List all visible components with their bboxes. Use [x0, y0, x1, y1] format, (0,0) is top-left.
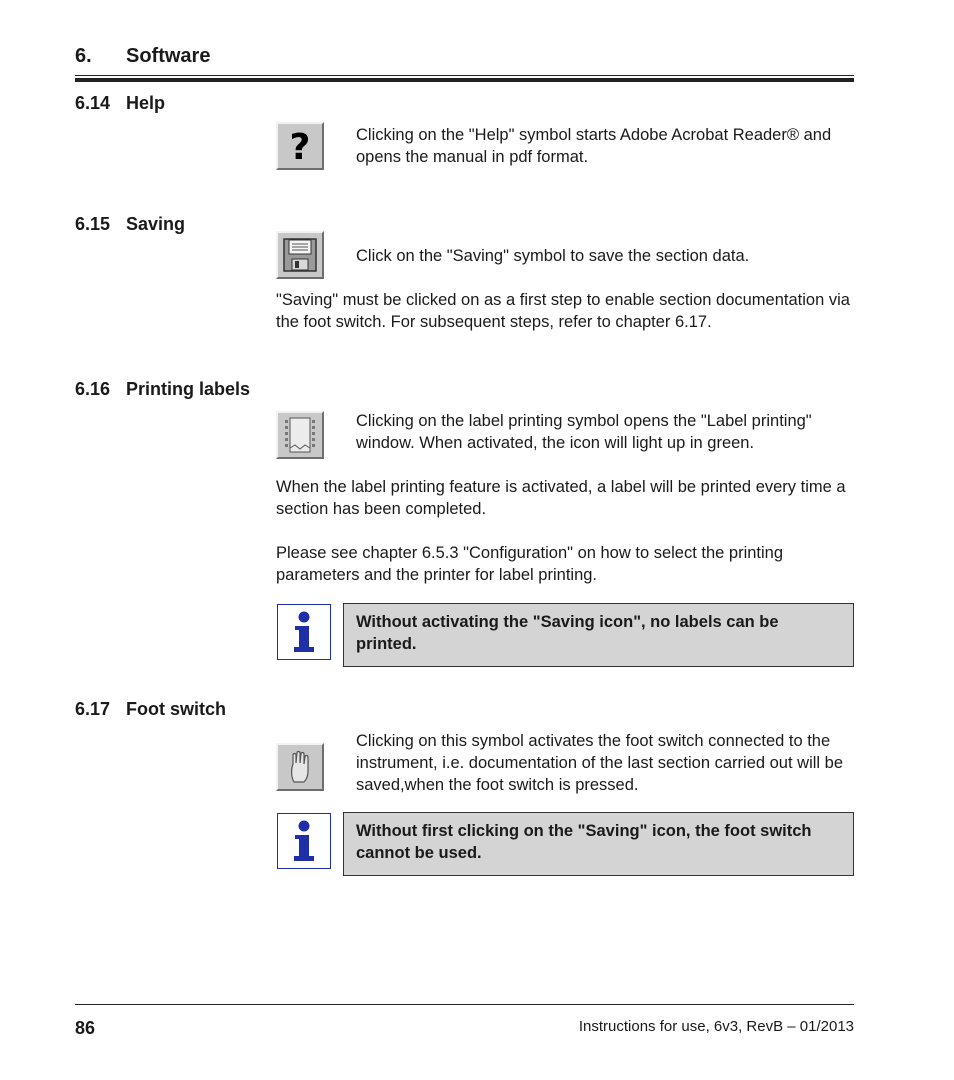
saving-description: Click on the "Saving" symbol to save the section data. [356, 247, 750, 265]
section-title-help: Help [126, 93, 166, 113]
printing-description: Clicking on the label printing symbol opens the "Label printing" window. When activated, the icon will light up in green. [356, 412, 812, 452]
page-number: 86 [75, 1018, 96, 1038]
footer-rule [75, 1004, 854, 1005]
label-print-button[interactable] [276, 411, 324, 459]
info-icon [277, 813, 331, 869]
note-box-saving-required [343, 603, 854, 667]
section-number-footswitch: 6.17 [75, 699, 111, 719]
section-number-help: 6.14 [75, 93, 111, 113]
foot-switch-button[interactable] [276, 743, 324, 791]
section-title-footswitch: Foot switch [126, 699, 226, 719]
note-box-footswitch [343, 812, 854, 876]
help-description: Clicking on the "Help" symbol starts Adobe Acrobat Reader® and opens the manual in pdf format. [356, 126, 832, 166]
svg-text:?: ? [289, 127, 311, 166]
note-text: Without first clicking on the "Saving" icon, the foot switch cannot be used. [356, 822, 812, 862]
foot-switch-icon [281, 747, 319, 787]
section-title-saving: Saving [126, 214, 186, 234]
help-button[interactable] [276, 122, 324, 170]
save-button[interactable] [276, 231, 324, 279]
document-reference: Instructions for use, 6v3, RevB – 01/2013 [578, 1018, 854, 1035]
header-rule-thick [75, 78, 854, 82]
chapter-number: 6. [75, 45, 92, 67]
save-floppy-icon [281, 236, 319, 274]
printing-paragraph-2: Please see chapter 6.5.3 "Configuration" on how to select the printing parameters and the printer for label printing. [276, 544, 784, 584]
saving-paragraph: "Saving" must be clicked on as a first step to enable section documentation via the foot switch. For subsequent steps, refer to chapter 6.17. [276, 291, 850, 331]
info-i-icon [286, 817, 322, 865]
info-icon [277, 604, 331, 660]
label-print-icon [281, 415, 319, 455]
header-rule-thin [75, 75, 854, 76]
help-question-icon [280, 126, 320, 166]
section-title-printing: Printing labels [126, 379, 251, 399]
section-number-saving: 6.15 [75, 214, 111, 234]
info-i-icon [286, 608, 322, 656]
section-number-printing: 6.16 [75, 379, 111, 399]
footswitch-description: Clicking on this symbol activates the foot switch connected to the instrument, i.e. documentation of the last section carried out will be saved,when the foot switch is pressed. [356, 732, 843, 794]
chapter-title: Software [126, 45, 211, 67]
printing-paragraph-1: When the label printing feature is activated, a label will be printed every time a section has been completed. [276, 478, 846, 518]
note-text: Without activating the "Saving icon", no labels can be printed. [356, 613, 779, 653]
